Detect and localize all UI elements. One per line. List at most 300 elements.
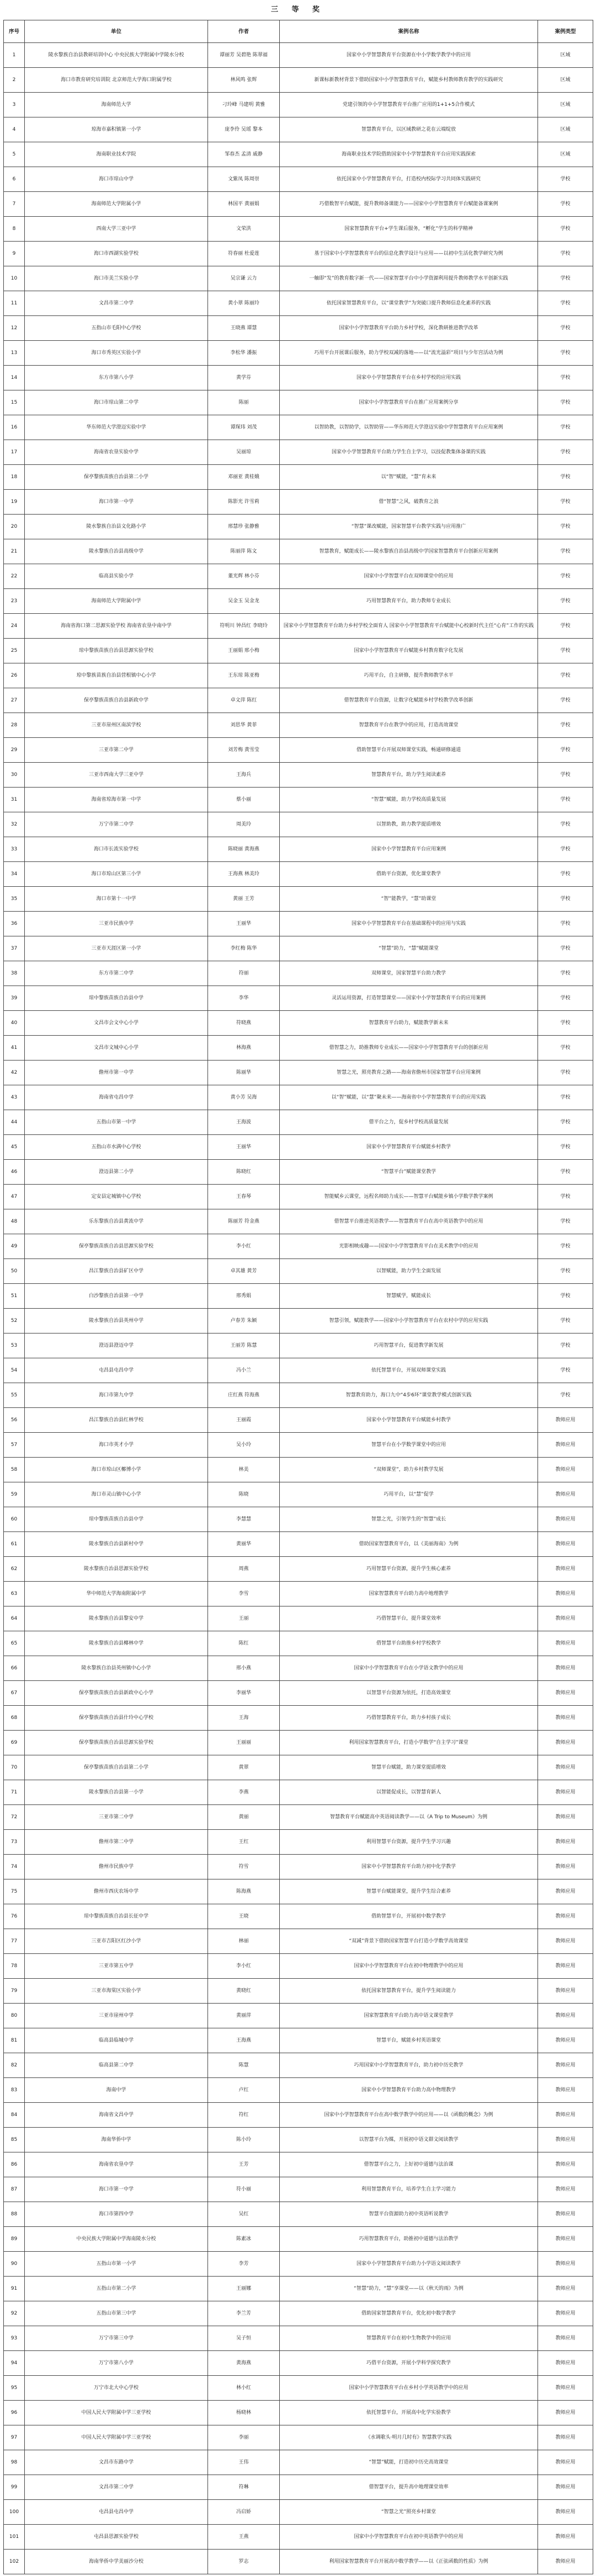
cell-unit: 陵水黎族自治县黎安中学: [25, 1606, 208, 1631]
cell-case-type: 教师应用: [538, 2550, 593, 2574]
cell-case-type: 学校: [538, 217, 593, 242]
cell-index: 37: [4, 936, 25, 961]
cell-case-title: 智慧教育平台，助力学生阅读素养: [280, 763, 538, 788]
cell-case-title: 借助智慧平台，开展初中数学教学: [280, 1904, 538, 1929]
cell-case-type: 教师应用: [538, 2277, 593, 2301]
cell-case-title: 基于国家中小学智慧教育平台的信息化教学设计与应用——以初中生活化教学研究为例: [280, 242, 538, 266]
table-row: [4, 291, 593, 316]
cell-index: 88: [4, 2202, 25, 2227]
cell-case-title: 以“智”赋能，“慧”育未来: [280, 465, 538, 490]
cell-author: 李兰芳: [208, 2301, 280, 2326]
cell-case-type: 教师应用: [538, 2053, 593, 2078]
cell-case-type: 教师应用: [538, 2252, 593, 2277]
cell-case-type: 教师应用: [538, 1433, 593, 1458]
cell-index: 29: [4, 738, 25, 763]
cell-author: 邹春杰 孟清 戚静: [208, 142, 280, 167]
cell-index: 13: [4, 341, 25, 366]
cell-author: 符明川 钟昌红 李晓玲: [208, 614, 280, 639]
cell-author: 邓丽亚 黄桂娥: [208, 465, 280, 490]
cell-case-title: 借智慧平台推进英语教学——智慧教育平台在高中英语教学中的应用: [280, 1209, 538, 1234]
cell-case-type: 教师应用: [538, 1830, 593, 1855]
cell-unit: 文昌市会文中心小学: [25, 1011, 208, 1036]
cell-index: 91: [4, 2277, 25, 2301]
cell-case-type: 教师应用: [538, 1408, 593, 1433]
table-row: [4, 614, 593, 639]
cell-author: 林小红: [208, 2376, 280, 2401]
cell-author: 吴小玲: [208, 1433, 280, 1458]
cell-case-title: 国家中小学智慧教育平台在小学语文教学中的应用: [280, 1656, 538, 1681]
cell-case-title: 巧借数智平台赋能，提升教师备课能力——国家中小学智慧教育平台赋能备课案例: [280, 192, 538, 217]
table-row: [4, 266, 593, 291]
cell-author: 王丽娜: [208, 2277, 280, 2301]
table-row: [4, 1731, 593, 1755]
cell-index: 24: [4, 614, 25, 639]
table-row: [4, 242, 593, 266]
cell-index: 14: [4, 366, 25, 390]
cell-unit: 海南省琼海市第一中学: [25, 788, 208, 812]
cell-author: 王伟: [208, 2450, 280, 2475]
cell-case-title: 巧用平台，自主研修，提升教师教学水平: [280, 663, 538, 688]
cell-case-title: 以智赋能，助力学生全面发展: [280, 1259, 538, 1284]
table-row: [4, 390, 593, 415]
table-row: [4, 192, 593, 217]
table-row: [4, 1135, 593, 1160]
cell-case-type: 教师应用: [538, 1706, 593, 1731]
cell-unit: 文昌市文城中心小学: [25, 1036, 208, 1061]
cell-unit: 海口市第一中学: [25, 2177, 208, 2202]
cell-author: 林海燕: [208, 1036, 280, 1061]
cell-author: 陈丽: [208, 390, 280, 415]
cell-case-type: 教师应用: [538, 1954, 593, 1979]
cell-unit: 三亚市民族中学: [25, 912, 208, 936]
cell-index: 1: [4, 43, 25, 68]
cell-author: 符晓燕: [208, 1011, 280, 1036]
cell-author: 王丽华: [208, 912, 280, 936]
table-row: [4, 1433, 593, 1458]
cell-index: 21: [4, 539, 25, 564]
cell-unit: 保亭黎族苗族自治县新政中心小学: [25, 1681, 208, 1706]
cell-index: 62: [4, 1557, 25, 1582]
table-row: [4, 688, 593, 713]
cell-author: 吴子恒: [208, 2326, 280, 2351]
cell-unit: 海口市第十一中学: [25, 887, 208, 912]
cell-index: 67: [4, 1681, 25, 1706]
cell-unit: 白沙黎族自治县第一中学: [25, 1284, 208, 1309]
cell-index: 97: [4, 2425, 25, 2450]
cell-author: 符丽: [208, 961, 280, 986]
table-row: [4, 1408, 593, 1433]
cell-unit: 三亚市第二中学: [25, 1805, 208, 1830]
cell-author: 李慧慧: [208, 1507, 280, 1532]
cell-case-title: 以智慧平台为媒，开展初中语文群文阅读教学: [280, 2128, 538, 2152]
cell-case-type: 学校: [538, 539, 593, 564]
table-row: [4, 2103, 593, 2128]
cell-index: 66: [4, 1656, 25, 1681]
cell-case-type: 学校: [538, 1284, 593, 1309]
cell-index: 57: [4, 1433, 25, 1458]
cell-unit: 海南师范大学附属小学: [25, 192, 208, 217]
table-row: [4, 912, 593, 936]
table-row: [4, 2550, 593, 2574]
cell-index: 76: [4, 1904, 25, 1929]
cell-index: 49: [4, 1234, 25, 1259]
cell-case-type: 教师应用: [538, 2202, 593, 2227]
cell-index: 36: [4, 912, 25, 936]
table-row: [4, 2152, 593, 2177]
cell-unit: 中国人民大学附属中学三亚学校: [25, 2425, 208, 2450]
cell-index: 93: [4, 2326, 25, 2351]
cell-author: 王海波: [208, 1110, 280, 1135]
cell-author: 陈晓: [208, 1482, 280, 1507]
cell-index: 80: [4, 2004, 25, 2028]
table-row: [4, 713, 593, 738]
table-row: [4, 2004, 593, 2028]
table-row: [4, 515, 593, 539]
cell-case-title: 智慧教育平台赋能高中英语阅读教学——以《A Trip to Museum》为例: [280, 1805, 538, 1830]
table-row: [4, 68, 593, 93]
cell-case-type: 学校: [538, 1061, 593, 1085]
cell-author: 王燕: [208, 2525, 280, 2550]
cell-index: 68: [4, 1706, 25, 1731]
cell-unit: 陵水黎族自治县教研培训中心 中央民族大学附属中学陵水分校: [25, 43, 208, 68]
cell-case-type: 教师应用: [538, 1879, 593, 1904]
cell-unit: 海南省农垦实验中学: [25, 440, 208, 465]
cell-case-title: “智慧”助力，“慧”享课堂——以《秋天的雨》为例: [280, 2277, 538, 2301]
cell-author: 王晓: [208, 1904, 280, 1929]
cell-index: 35: [4, 887, 25, 912]
table-row: [4, 43, 593, 68]
cell-unit: 陵水黎族自治县椰林中学: [25, 1631, 208, 1656]
cell-case-title: 巧借智慧平台，提升课堂效率: [280, 1606, 538, 1631]
table-row: [4, 837, 593, 862]
cell-author: 吴丽琼: [208, 440, 280, 465]
cell-author: 文荣洪: [208, 217, 280, 242]
cell-unit: 屯昌县屯昌中学: [25, 1358, 208, 1383]
cell-case-title: 利用智慧教育平台，培养学生自主学习能力: [280, 2177, 538, 2202]
cell-index: 56: [4, 1408, 25, 1433]
cell-index: 3: [4, 93, 25, 117]
cell-case-title: 国家中小学智慧教育平台助力初中化学教学: [280, 1855, 538, 1879]
cell-author: 卓文萍 陈红: [208, 688, 280, 713]
cell-index: 102: [4, 2550, 25, 2574]
cell-index: 55: [4, 1383, 25, 1408]
cell-unit: 琼中黎族苗族自治县长征中学: [25, 1904, 208, 1929]
cell-unit: 五指山市水满中心学校: [25, 1135, 208, 1160]
cell-author: 刘芳梅 黄雪莹: [208, 738, 280, 763]
cell-unit: 昌江黎族自治县红林学校: [25, 1408, 208, 1433]
cell-case-type: 学校: [538, 490, 593, 515]
cell-unit: 海口市第四中学: [25, 2202, 208, 2227]
cell-author: 王晓燕 谭慧: [208, 316, 280, 341]
cell-case-title: 国家智慧教育平台助力高中语文课堂教学: [280, 2004, 538, 2028]
cell-case-type: 区域: [538, 68, 593, 93]
cell-unit: 海口市灵山镇中心小学: [25, 1482, 208, 1507]
cell-case-title: 智慧教育，赋能成长——陵水黎族自治县高级中学国家智慧教育平台创新应用案例: [280, 539, 538, 564]
cell-case-title: 智慧教育平台在教学中的应用，打造高效课堂: [280, 713, 538, 738]
cell-unit: 三亚市第五中学: [25, 1954, 208, 1979]
cell-author: 文紫凤 陈周崇: [208, 167, 280, 192]
cell-case-title: “智慧”课改赋能，国家智慧平台教学实践与应用推广: [280, 515, 538, 539]
cell-case-type: 学校: [538, 192, 593, 217]
table-row: [4, 1110, 593, 1135]
table-row: [4, 1656, 593, 1681]
cell-unit: 海口市西湖实验学校: [25, 242, 208, 266]
cell-index: 53: [4, 1333, 25, 1358]
cell-case-type: 学校: [538, 1383, 593, 1408]
cell-author: 李华: [208, 986, 280, 1011]
cell-author: 吴金玉 吴金龙: [208, 589, 280, 614]
cell-unit: 五指山市第三中学: [25, 2301, 208, 2326]
cell-unit: 万宁市北大中心学校: [25, 2376, 208, 2401]
table-row: [4, 117, 593, 142]
table-row: [4, 1309, 593, 1333]
cell-unit: 琼海市嘉积镇第一小学: [25, 117, 208, 142]
cell-author: 庄红燕 符海燕: [208, 1383, 280, 1408]
cell-unit: 文昌市东路中学: [25, 2450, 208, 2475]
cell-author: 黄丽 王芳: [208, 887, 280, 912]
cell-case-title: 国家中小学智慧平台在双师课堂中的应用: [280, 564, 538, 589]
cell-unit: 万宁市第二中学: [25, 812, 208, 837]
cell-case-type: 教师应用: [538, 1606, 593, 1631]
cell-author: 王海燕 林美玲: [208, 862, 280, 887]
cell-case-type: 教师应用: [538, 1482, 593, 1507]
cell-unit: 五指山市第一中学: [25, 1110, 208, 1135]
cell-unit: 海南师范大学附属中学: [25, 589, 208, 614]
cell-unit: 海口市第一中学: [25, 490, 208, 515]
table-row: [4, 366, 593, 390]
cell-case-title: 依托国家智慧教育平台，以“课堂教学”为突破口提升教师信息化素养的实践: [280, 291, 538, 316]
cell-unit: 五指山市毛阳中心学校: [25, 316, 208, 341]
cell-case-title: 智慧平台赋能课堂，提升学生综合素养: [280, 1879, 538, 1904]
cell-case-title: “智慧”助力，“慧”赋能课堂: [280, 936, 538, 961]
table-row: [4, 1333, 593, 1358]
table-row: [4, 2277, 593, 2301]
cell-unit: 中央民族大学附属中学海南陵水分校: [25, 2227, 208, 2252]
table-row: [4, 1011, 593, 1036]
cell-unit: 东方市第八小学: [25, 366, 208, 390]
cell-case-title: 借助国家智慧教育平台，优化初中数学教学: [280, 2301, 538, 2326]
cell-index: 15: [4, 390, 25, 415]
cell-author: 蔡小丽: [208, 788, 280, 812]
cell-unit: 海口市琼山区第三小学: [25, 862, 208, 887]
cell-unit: 海口市教育研究培训院 北京师范大学海口附属学校: [25, 68, 208, 93]
cell-case-title: 双师课堂，国家智慧平台助力教学: [280, 961, 538, 986]
cell-case-type: 学校: [538, 763, 593, 788]
cell-index: 16: [4, 415, 25, 440]
table-row: [4, 1631, 593, 1656]
cell-author: 黄小芳 吴海: [208, 1085, 280, 1110]
cell-index: 8: [4, 217, 25, 242]
cell-unit: 屯昌县思源实验学校: [25, 2525, 208, 2550]
cell-author: 李红梅 陈华: [208, 936, 280, 961]
cell-case-type: 区域: [538, 43, 593, 68]
cell-index: 7: [4, 192, 25, 217]
cell-case-type: 学校: [538, 812, 593, 837]
cell-case-title: 巧用平台，以“慧”促学: [280, 1482, 538, 1507]
cell-unit: 陵水黎族自治县文化路小学: [25, 515, 208, 539]
cell-unit: 海南省文昌中学: [25, 2103, 208, 2128]
cell-author: 邢小燕: [208, 1656, 280, 1681]
cell-unit: 屯昌县屯昌中学: [25, 2500, 208, 2525]
cell-case-title: 利用智慧平台资源，提升学生学习兴趣: [280, 1830, 538, 1855]
table-row: [4, 788, 593, 812]
cell-case-type: 学校: [538, 1160, 593, 1185]
cell-unit: 临高县临城中学: [25, 2028, 208, 2053]
cell-unit: 海口市第九中学: [25, 1383, 208, 1408]
table-row: [4, 961, 593, 986]
cell-index: 44: [4, 1110, 25, 1135]
table-row: [4, 2078, 593, 2103]
cell-case-title: 国家智慧教育平台助力高中地理教学: [280, 1582, 538, 1606]
cell-index: 28: [4, 713, 25, 738]
cell-case-title: 借助平台资源，优化课堂教学: [280, 862, 538, 887]
cell-case-title: 以“智”赋能，以“慧”聚未来——海南省中小学智慧教育平台的应用实践: [280, 1085, 538, 1110]
cell-case-title: 以智助教，助力教学提质增效: [280, 812, 538, 837]
table-row: [4, 1185, 593, 1209]
cell-index: 96: [4, 2401, 25, 2425]
cell-case-type: 学校: [538, 639, 593, 663]
cell-author: 陈红: [208, 1631, 280, 1656]
cell-case-title: 智慧教育平台，以区域教研之花在云端绽放: [280, 117, 538, 142]
table-row: [4, 1904, 593, 1929]
cell-author: 杨晓林: [208, 2401, 280, 2425]
cell-unit: 琼中黎族苗族自治县中学: [25, 986, 208, 1011]
cell-author: 刁玲峰 马建明 黄雅: [208, 93, 280, 117]
cell-case-title: 依托智慧平台，开展高中化学实验教学: [280, 2401, 538, 2425]
cell-index: 100: [4, 2500, 25, 2525]
cell-case-title: 利用国家智慧教育平台，打造小学数学“自主学习”课堂: [280, 1731, 538, 1755]
table-row: [4, 936, 593, 961]
cell-case-title: 国家中小学智慧教育平台应用案例: [280, 837, 538, 862]
cell-index: 11: [4, 291, 25, 316]
cell-case-type: 教师应用: [538, 2028, 593, 2053]
cell-unit: 三亚市崖州区南滨学校: [25, 713, 208, 738]
cell-case-type: 学校: [538, 788, 593, 812]
cell-case-type: 学校: [538, 515, 593, 539]
cell-case-title: 巧借智慧教育平台，助力乡村孩子成长: [280, 1706, 538, 1731]
header-case-title: 案例名称: [280, 20, 538, 43]
cell-author: 符红: [208, 2103, 280, 2128]
cell-index: 63: [4, 1582, 25, 1606]
cell-index: 60: [4, 1507, 25, 1532]
cell-case-title: 海南职业技术学院借助国家中小学智慧教育平台应用实践探索: [280, 142, 538, 167]
cell-case-type: 学校: [538, 415, 593, 440]
cell-case-title: 借助智慧平台开展双师课堂实践，畅通研修通道: [280, 738, 538, 763]
table-row: [4, 1929, 593, 1954]
cell-index: 54: [4, 1358, 25, 1383]
cell-case-type: 教师应用: [538, 1805, 593, 1830]
cell-case-type: 学校: [538, 738, 593, 763]
cell-unit: 琼中黎族苗族自治县中学: [25, 1507, 208, 1532]
table-row: [4, 763, 593, 788]
cell-unit: 海南师范大学: [25, 93, 208, 117]
cell-unit: 海南省海口第二思源实验学校 海南省农垦中南中学: [25, 614, 208, 639]
table-row: [4, 862, 593, 887]
cell-case-title: 借智慧平台，提升高中地理课堂效率: [280, 2475, 538, 2500]
cell-case-type: 学校: [538, 912, 593, 936]
cell-author: 罗志: [208, 2550, 280, 2574]
cell-case-type: 教师应用: [538, 1507, 593, 1532]
cell-case-title: 以智慧平台资源为依托，打造高效课堂: [280, 1681, 538, 1706]
table-row: [4, 142, 593, 167]
cell-case-title: 国家中小学智慧教育平台在初中物理教学中的应用: [280, 1954, 538, 1979]
table-row: [4, 440, 593, 465]
cell-case-type: 学校: [538, 1135, 593, 1160]
cell-author: 陈丽萍 陈文: [208, 539, 280, 564]
cell-unit: 华东师范大学澄迈实验中学: [25, 415, 208, 440]
cell-case-title: 国家中小学智慧教育平台在乡村学校的应用实践: [280, 366, 538, 390]
table-row: [4, 663, 593, 688]
cell-author: 王丽华: [208, 1135, 280, 1160]
cell-case-type: 教师应用: [538, 2227, 593, 2252]
cell-unit: 保亭黎族苗族自治县思源实验学校: [25, 1731, 208, 1755]
cell-unit: 儋州市民族中学: [25, 1855, 208, 1879]
cell-case-type: 学校: [538, 1309, 593, 1333]
cell-unit: 乐东黎族自治县黄流中学: [25, 1209, 208, 1234]
table-row: [4, 2475, 593, 2500]
cell-case-type: 学校: [538, 1234, 593, 1259]
cell-author: 黄小翠 陈丽玲: [208, 291, 280, 316]
cell-case-type: 教师应用: [538, 1532, 593, 1557]
cell-index: 10: [4, 266, 25, 291]
cell-author: 王丽丽: [208, 1731, 280, 1755]
cell-case-title: 国家中小学智慧教育平台赋能乡村教育数字化发展: [280, 639, 538, 663]
cell-author: 王东琼 陈亚梅: [208, 663, 280, 688]
cell-index: 30: [4, 763, 25, 788]
cell-author: 陈晓红: [208, 1160, 280, 1185]
cell-author: 李雪: [208, 1582, 280, 1606]
table-row: [4, 1383, 593, 1408]
cell-index: 95: [4, 2376, 25, 2401]
cell-case-type: 教师应用: [538, 2425, 593, 2450]
cell-index: 69: [4, 1731, 25, 1755]
table-row: [4, 1706, 593, 1731]
cell-unit: 海南华侨中学美丽沙分校: [25, 2550, 208, 2574]
table-row: [4, 1458, 593, 1482]
cell-author: 王海: [208, 1706, 280, 1731]
table-row: [4, 539, 593, 564]
cell-author: 林美: [208, 1458, 280, 1482]
table-row: [4, 2376, 593, 2401]
cell-author: 黄丽华: [208, 1532, 280, 1557]
cell-case-title: 以智助教，以智助学，以智助管——华东师范大学澄迈实验中学智慧教育平台应用案例: [280, 415, 538, 440]
cell-case-type: 教师应用: [538, 2301, 593, 2326]
table-row: [4, 465, 593, 490]
cell-case-type: 学校: [538, 564, 593, 589]
cell-index: 58: [4, 1458, 25, 1482]
cell-case-type: 学校: [538, 1036, 593, 1061]
cell-unit: 海口市琼山中学: [25, 167, 208, 192]
cell-unit: 海南省农垦中学: [25, 2152, 208, 2177]
cell-author: 黄晓红: [208, 1979, 280, 2004]
cell-case-type: 教师应用: [538, 2103, 593, 2128]
cell-index: 92: [4, 2301, 25, 2326]
cell-author: 李燕: [208, 1780, 280, 1805]
cell-index: 19: [4, 490, 25, 515]
table-row: [4, 217, 593, 242]
cell-case-title: 国家智慧教育平台+学生课后服务，“孵化”学生的科学精神: [280, 217, 538, 242]
table-row: [4, 1085, 593, 1110]
cell-case-title: 国家中小学智慧教育平台助力乡村学校，深化教研推进教学改革: [280, 316, 538, 341]
cell-index: 22: [4, 564, 25, 589]
cell-index: 20: [4, 515, 25, 539]
cell-unit: 万宁市第三中学: [25, 2326, 208, 2351]
cell-author: 陈丽芳 符金燕: [208, 1209, 280, 1234]
cell-author: 谭丽芳 吴碧艳 陈翠福: [208, 43, 280, 68]
cell-author: 吴红: [208, 2202, 280, 2227]
cell-case-title: 借智慧之力，助推教师专业成长——国家中小学智慧教育平台的创新应用: [280, 1036, 538, 1061]
cell-case-type: 教师应用: [538, 1929, 593, 1954]
